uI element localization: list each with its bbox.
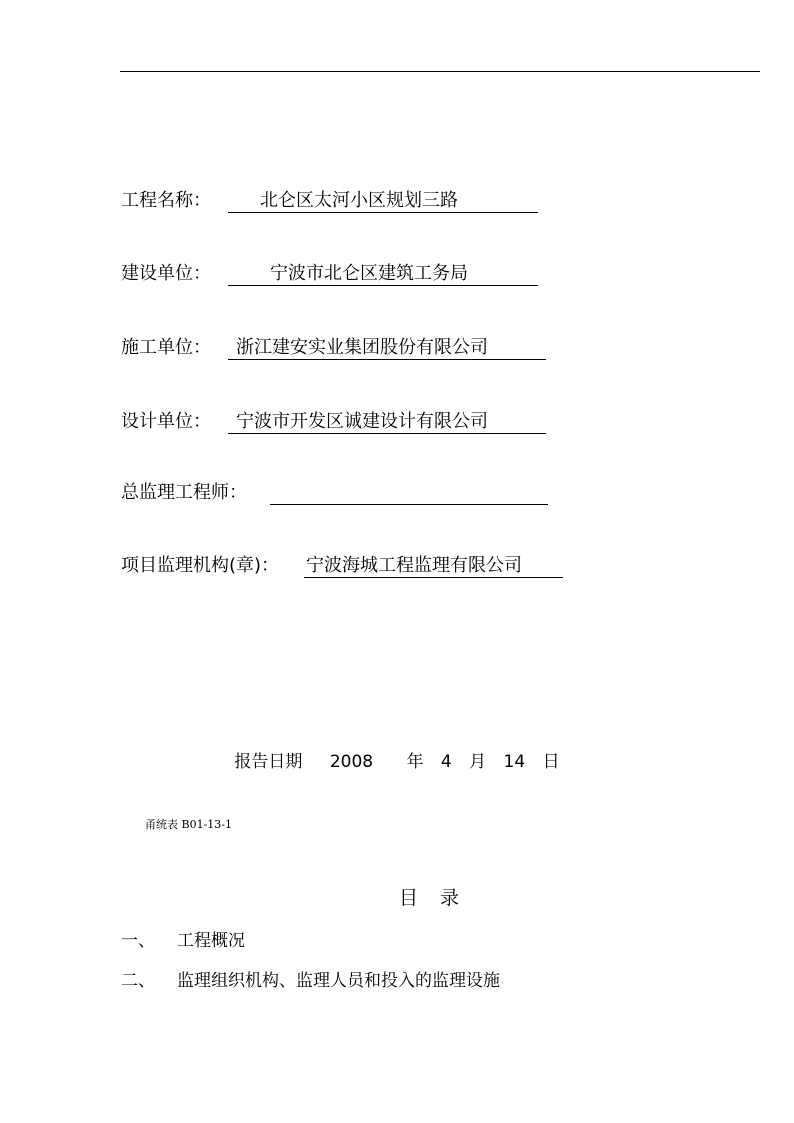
- chief-supervisor-label: 总监理工程师：: [121, 482, 247, 503]
- report-date-year-unit: 年: [406, 752, 424, 772]
- contractor-unit-label: 施工单位：: [121, 337, 211, 358]
- report-date-month: 4: [440, 752, 452, 772]
- design-unit-label: 设计单位：: [121, 411, 211, 432]
- report-date-year: 2008: [329, 752, 374, 772]
- design-unit-row: [121, 410, 488, 434]
- toc-item-text: 工程概况: [177, 931, 245, 951]
- toc-item: [121, 970, 500, 992]
- design-unit-value-line: [228, 410, 546, 434]
- project-name-row: [121, 189, 458, 213]
- toc-item-text: 监理组织机构、监理人员和投入的监理设施: [177, 971, 500, 991]
- supervision-org-label: 项目监理机构(章)：: [121, 555, 280, 576]
- toc-item-number: 一、: [121, 931, 155, 951]
- contractor-unit-row: [121, 336, 488, 360]
- form-code: 甬统表 B01-13-1: [145, 818, 233, 831]
- project-name-value-line: [228, 189, 538, 213]
- chief-supervisor-row: [121, 481, 247, 505]
- toc-item-number: 二、: [121, 971, 155, 991]
- contractor-unit-value-line: [228, 336, 546, 360]
- owner-unit-label: 建设单位：: [121, 263, 211, 284]
- owner-unit-value: 宁波市北仑区建筑工务局: [270, 263, 468, 284]
- supervision-org-row: [121, 554, 522, 578]
- supervision-org-value: 宁波海城工程监理有限公司: [306, 555, 522, 576]
- project-name-label: 工程名称：: [121, 190, 211, 211]
- supervision-org-value-line: [304, 554, 563, 578]
- report-date-day: 14: [503, 752, 526, 772]
- report-date-day-unit: 日: [542, 752, 560, 772]
- toc-item: [121, 930, 245, 952]
- design-unit-value: 宁波市开发区诚建设计有限公司: [236, 411, 488, 432]
- chief-supervisor-value-line: [270, 481, 548, 505]
- report-date: [0, 750, 794, 774]
- report-date-month-unit: 月: [469, 752, 487, 772]
- owner-unit-value-line: [228, 262, 538, 286]
- report-date-label: 报告日期: [234, 752, 303, 772]
- project-name-value: 北仑区太河小区规划三路: [260, 190, 458, 211]
- contractor-unit-value: 浙江建安实业集团股份有限公司: [236, 337, 488, 358]
- owner-unit-row: [121, 262, 468, 286]
- toc-title: 目录: [398, 887, 481, 909]
- header-rule: [120, 71, 760, 72]
